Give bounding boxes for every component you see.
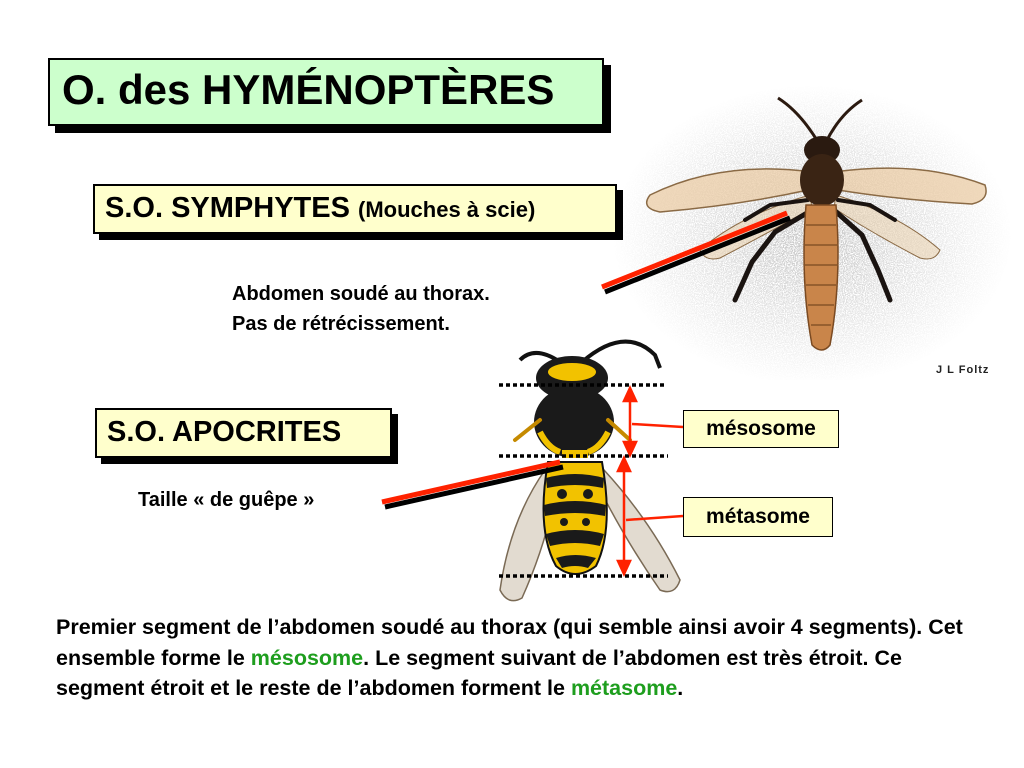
apocrites-heading-box bbox=[95, 408, 392, 458]
photo-credit: J L Foltz bbox=[936, 364, 990, 376]
symphytes-heading-text: S.O. SYMPHYTES bbox=[105, 192, 350, 224]
metasome-label: métasome bbox=[683, 497, 833, 537]
symphytes-description-line-2: Pas de rétrécissement. bbox=[232, 313, 450, 335]
apocrites-waist-description: Taille « de guêpe » bbox=[138, 489, 315, 511]
symphytes-heading-box bbox=[93, 184, 617, 234]
mesosome-connector bbox=[632, 424, 683, 427]
paragraph-part-1: Premier segment de l’abdomen soudé au thorax (qui semble ainsi avoir 4 segments). Cet ensemble forme le bbox=[56, 615, 963, 670]
paragraph-term-metasome: métasome bbox=[570, 676, 678, 700]
apocrites-heading: S.O. APOCRITES bbox=[107, 416, 342, 448]
symphytes-description-line-1: Abdomen soudé au thorax. bbox=[232, 283, 490, 305]
mesosome-label: mésosome bbox=[683, 410, 839, 448]
symphytes-subheading: (Mouches à scie) bbox=[358, 197, 536, 222]
paragraph-part-2: . Le segment suivant de l’abdomen est très étroit. Ce segment étroit et le reste de l’abdomen forment le bbox=[56, 645, 902, 700]
paragraph-term-mesosome: mésosome bbox=[250, 645, 364, 670]
paragraph-part-3: . bbox=[677, 676, 684, 700]
explanation-paragraph bbox=[56, 612, 968, 704]
mesosome-span-arrow bbox=[624, 388, 636, 455]
symphytes-heading bbox=[105, 192, 535, 225]
page-title: O. des HYMÉNOPTÈRES bbox=[62, 66, 555, 113]
page-title-box bbox=[48, 58, 604, 126]
